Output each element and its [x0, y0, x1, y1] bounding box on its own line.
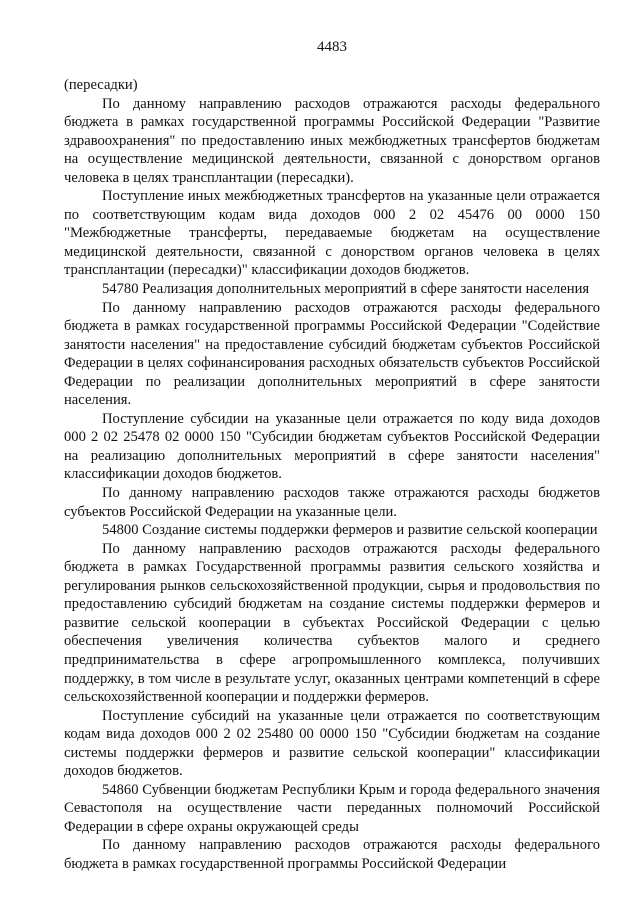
paragraph: По данному направлению расходов отражаются расходы федерального бюджета в рамках государственной программы Российской Федерации "Содействие занятости населения" на предоставление субсидий бюджетам субъектов Российской Федерации в целях софинансирования расходных обязательств субъектов Российской Федерации по реализации дополнительных мероприятий в сфере занятости населения. — [64, 299, 600, 409]
document-page — [64, 38, 600, 874]
section-heading-54780: 54780 Реализация дополнительных мероприятий в сфере занятости населения — [102, 281, 590, 298]
paragraph: Поступление иных межбюджетных трансфертов на указанные цели отражается по соответствующим кодам вида доходов 000 2 02 45476 00 0000 150 "Межбюджетные трансферты, передаваемые бюджетам на осуществление медицинской деятельности, связанной с донорством органов человека в целях трансплантации (пересадки)" классификации доходов бюджетов. — [64, 188, 600, 279]
paragraph: Поступление субсидии на указанные цели отражается по коду вида доходов 000 2 02 25478 02 0000 150 "Субсидии бюджетам субъектов Российской Федерации на реализацию дополнительных мероприятий в сфере занятости населения" классификации доходов бюджетов. — [64, 410, 600, 483]
paragraph: По данному направлению расходов отражаются расходы федерального бюджета в рамках государственной программы Российской Федерации "Развитие здравоохранения" по предоставлению иных межбюджетных трансфертов бюджетам на осуществление медицинской деятельности, связанной с донорством органов человека в целях трансплантации (пересадки). — [64, 95, 600, 186]
page-number: 4483 — [317, 39, 347, 55]
section-heading-54800: 54800 Создание системы поддержки фермеров и развитие сельской кооперации — [102, 522, 598, 539]
document-body — [64, 76, 600, 874]
paragraph: По данному направлению расходов также отражаются расходы бюджетов субъектов Российской Федерации на указанные цели. — [64, 485, 600, 520]
paragraph-continued: По данному направлению расходов отражаются расходы федерального бюджета в рамках государственной программы Российской Федерации — [64, 837, 600, 872]
paragraph-continuation: (пересадки) — [64, 77, 138, 93]
paragraph: По данному направлению расходов отражаются расходы федерального бюджета в рамках Государственной программы развития сельского хозяйства и регулирования рынков сельскохозяйственной продукции, сырья и продовольствия по предоставлению субсидий бюджетам на создание системы поддержки фермеров и развитие сельской кооперации в субъектах Российской Федерации с целью обеспечения увеличения количества субъектов малого и среднего предпринимательства в сфере агропромышленного комплекса, получивших поддержку, в том числе в результате услуг, оказанных центрами компетенций в сфере сельскохозяйственной кооперации и поддержки фермеров. — [64, 540, 600, 706]
paragraph: Поступление субсидий на указанные цели отражается по соответствующим кодам вида доходов 000 2 02 25480 00 0000 150 "Субсидии бюджетам на создание системы поддержки фермеров и развитие сельской кооперации" классификации доходов бюджетов. — [64, 707, 600, 780]
section-heading-54860: 54860 Субвенции бюджетам Республики Крым и города федерального значения Севастополя на осуществление части переданных полномочий Российской Федерации в сфере охраны окружающей среды — [64, 781, 600, 835]
